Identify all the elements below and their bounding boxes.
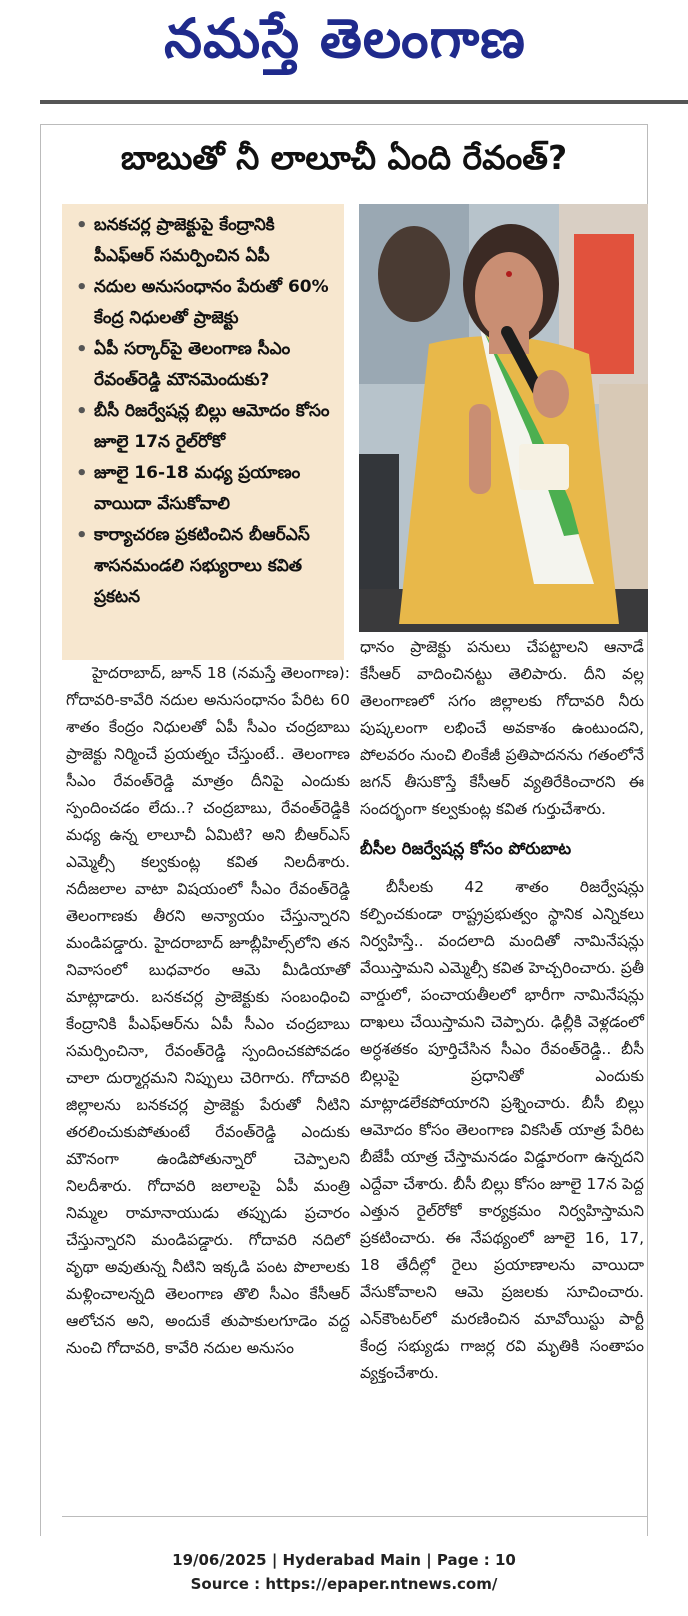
highlight-item: • ఏపీ సర్కార్‌పై తెలంగాణ సీఎం రేవంత్‌రెడ్డి మౌనమెందుకు? [72, 334, 336, 396]
masthead-rule [40, 100, 688, 104]
article-subheading: బీసీల రిజర్వేషన్ల కోసం పోరుబాట [360, 839, 572, 858]
article-column-right [360, 634, 644, 1387]
source-link[interactable]: Source : https://epaper.ntnews.com/ [190, 1575, 498, 1593]
article-headline: బాబుతో నీ లాలూచీ ఏంది రేవంత్? [120, 138, 568, 177]
article-body-paragraph: హైదరాబాద్, జూన్ 18 (నమస్తే తెలంగాణ): గోదావరి-కావేరి నదుల అనుసంధానం పేరిట 60 శాతం కేంద్రం నిధులతో ఏపీ సీఎం చంద్రబాబు ప్రాజెక్టు నిర్మించే ప్రయత్నం చేస్తుంటే.. తెలంగాణ సీఎం రేవంత్‌రెడ్డి మాత్రం దీనిపై ఎందుకు స్పందించడం లేదు..? చంద్రబాబు, రేవంత్‌రెడ్డికి మధ్య ఉన్న లాలూచీ ఏమిటి? అని బీఆర్ఎస్ ఎమ్మెల్సీ కల్వకుంట్ల కవిత నిలదీశారు. నదీజలాల వాటా విషయంలో సీఎం రేవంత్‌రెడ్డి తెలంగాణకు తీరని అన్యాయం చేస్తున్నారని మండిపడ్డారు. హైదరాబాద్ జూబ్లీహిల్స్‌లోని తన నివాసంలో బుధవారం ఆమె మీడియాతో మాట్లాడారు. బనకచర్ల ప్రాజెక్టుకు సంబంధించి కేంద్రానికి పీఎఫ్ఆర్‌ను ఏపీ సీఎం చంద్రబాబు సమర్పించినా, రేవంత్‌రెడ్డి స్పందించకపోవడం చాలా దుర్మార్గమని నిప్పులు చెరిగారు. గోదావరి జిల్లాలను బనకచర్ల ప్రాజెక్టు పేరుతో నీటిని తరలించుకుపోతుంటే రేవంత్‌రెడ్డి ఎందుకు మౌనంగా ఉండిపోతున్నారో చెప్పాలని నిలదీశారు. గోదావరి జలాలపై ఏపీ మంత్రి నిమ్మల రామానాయుడు తప్పుడు ప్రచారం చేస్తున్నారని మండిపడ్డారు. గోదావరి నదిలో వృథా అవుతున్న నీటిని ఇక్కడి పంట పొలాలకు మళ్లించాలన్నది తెలంగాణ తొలి సీఎం కేసీఆర్ ఆలోచన అని, అందుకే తుపాకులగూడెం వద్ద నుంచి గోదావరి, కావేరి నదుల అనుసం [66, 664, 350, 1357]
highlight-item: • కార్యాచరణ ప్రకటించిన బీఆర్ఎస్ శాసనమండలి సభ్యురాలు కవిత ప్రకటన [72, 520, 336, 613]
masthead-title: నమస్తే తెలంగాణ [164, 6, 526, 70]
highlight-item: • బనకచర్ల ప్రాజెక్టుపై కేంద్రానికి పీఎఫ్ఆర్ సమర్పించిన ఏపీ [72, 210, 336, 272]
highlights-box [62, 204, 344, 660]
highlight-item: • నదుల అనుసంధానం పేరుతో 60% కేంద్ర నిధులతో ప్రాజెక్టు [72, 272, 336, 334]
article-body-paragraph: ధానం ప్రాజెక్టు పనులు చేపట్టాలని ఆనాడే కేసీఆర్ వాదించినట్టు తెలిపారు. దీని వల్ల తెలంగాణలో సగం జిల్లాలకు గోదావరి నీరు పుష్కలంగా లభించే అవకాశం ఉంటుందని, పోలవరం నుంచి లింకేజీ ప్రతిపాదనను గతంలోనే జగన్ తీసుకొస్తే కేసీఆర్ వ్యతిరేకించారని ఈ సందర్భంగా కల్వకుంట్ల కవిత గుర్తుచేశారు. [360, 638, 644, 818]
masthead [0, 0, 688, 100]
highlight-item: • బీసీ రిజర్వేషన్ల బిల్లు ఆమోదం కోసం జూలై 17న రైల్‌రోకో [72, 396, 336, 458]
speaker-photo [359, 204, 648, 632]
article-bottom-rule [62, 1516, 648, 1517]
edition-info: 19/06/2025 | Hyderabad Main | Page : 10 [172, 1551, 516, 1569]
article-body-paragraph: బీసీలకు 42 శాతం రిజర్వేషన్లు కల్పించకుండా రాష్ట్రప్రభుత్వం స్థానిక ఎన్నికలు నిర్వహిస్తే.. వందలాది మందితో నామినేషన్లు వేయిస్తామని ఎమ్మెల్సీ కవిత హెచ్చరించారు. ప్రతీ వార్డులో, పంచాయతీలలో భారీగా నామినేషన్లు దాఖలు చేయిస్తామని చెప్పారు. ఢిల్లీకి వెళ్లడంలో అర్ధశతకం పూర్తిచేసిన సీఎం రేవంత్‌రెడ్డి.. బీసీ బిల్లుపై ప్రధానితో ఎందుకు మాట్లాడలేకపోయారని ప్రశ్నించారు. బీసీ బిల్లు ఆమోదం కోసం తెలంగాణ వికసిత్ యాత్ర పేరిట బీజేపీ యాత్ర చేస్తామనడం విడ్డూరంగా ఉన్నదని ఎద్దేవా చేశారు. బీసీ బిల్లు కోసం జూలై 17న పెద్ద ఎత్తున రైల్‌రోకో కార్యక్రమం నిర్వహిస్తామని ప్రకటించారు. ఈ నేపథ్యంలో జూలై 16, 17, 18 తేదీల్లో రైలు ప్రయాణాలను వాయిదా వేసుకోవాలని ఆమె ప్రజలకు సూచించారు. ఎన్‌కౌంటర్‌లో మరణించిన మావోయిస్టు పార్టీ కేంద్ర సభ్యుడు గాజర్ల రవి మృతికి సంతాపం వ్యక్తంచేశారు. [360, 878, 644, 1382]
page-footer [0, 1548, 688, 1596]
speaker-photo-illustration [359, 204, 648, 632]
highlight-item: • జూలై 16-18 మధ్య ప్రయాణం వాయిదా వేసుకోవాలి [72, 458, 336, 520]
article-column-left [66, 660, 350, 1362]
